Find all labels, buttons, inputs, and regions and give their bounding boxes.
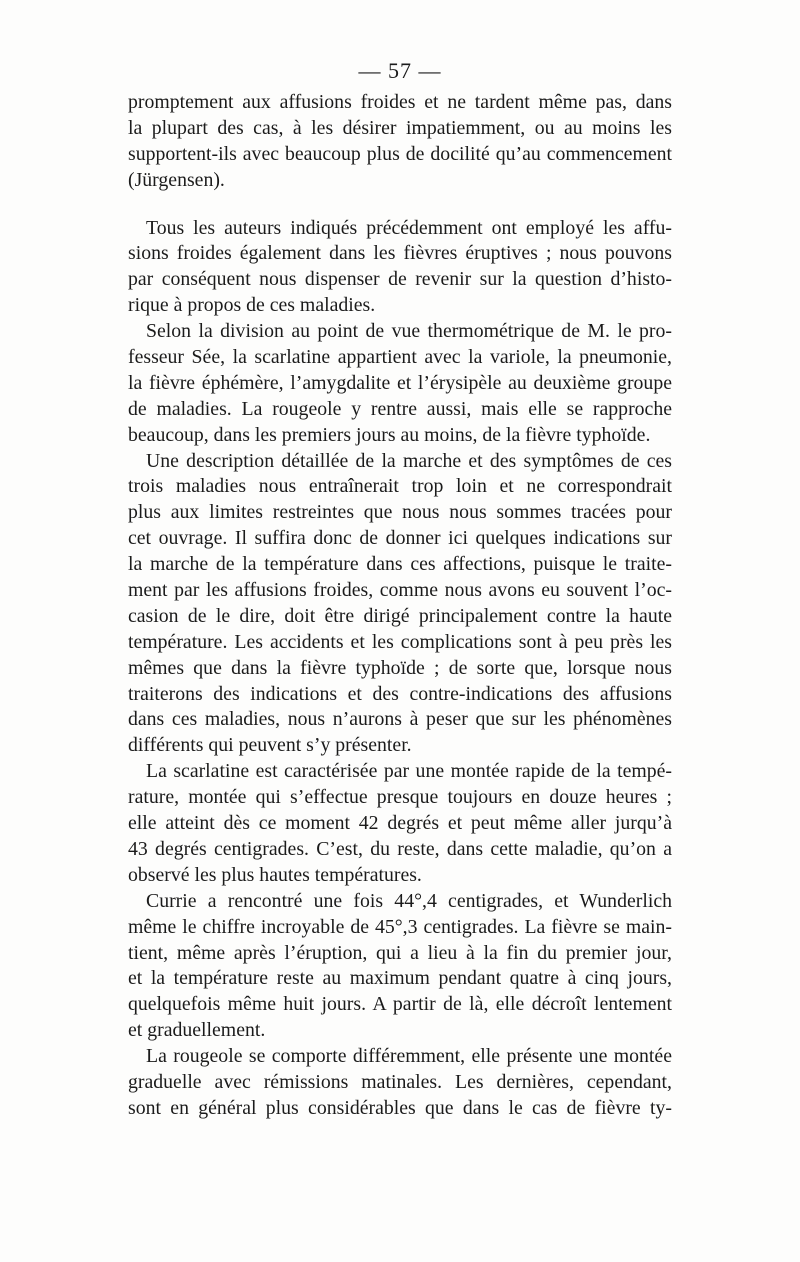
text-line: sont en général plus considérables que dans le cas de fièvre ty- [128, 1096, 672, 1119]
text-line: rature, montée qui s’effectue presque toujours en douze heures ; [128, 786, 672, 809]
text-line: la marche de la température dans ces affections, puisque le traite- [128, 553, 672, 576]
text-line: fesseur Sée, la scarlatine appartient avec la variole, la pneumonie, [128, 346, 672, 369]
text-line: et graduellement. [128, 1019, 266, 1042]
text-line: graduelle avec rémissions matinales. Les dernières, cependant, [128, 1070, 672, 1093]
text-line: la fièvre éphémère, l’amygdalite et l’érysipèle au deuxième groupe [128, 371, 672, 394]
text-line: traiterons des indications et des contre-indications des affusions [128, 682, 672, 705]
paragraph [128, 1044, 672, 1122]
text-line: par conséquent nous dispenser de revenir sur la question d’histo- [128, 268, 672, 291]
paragraph [128, 449, 672, 760]
paragraph [128, 889, 672, 1044]
text-line: supportent-ils avec beaucoup plus de docilité qu’au commencement [128, 142, 672, 165]
text-line: plus aux limites restreintes que nous nous sommes tracées pour [128, 501, 672, 524]
text-line: de maladies. La rougeole y rentre aussi, mais elle se rapproche [128, 397, 672, 420]
text-line: quelquefois même huit jours. A partir de là, elle décroît lentement [128, 993, 672, 1016]
paragraph [128, 90, 672, 194]
text-line: mêmes que dans la fièvre typhoïde ; de sorte que, lorsque nous [128, 656, 672, 679]
text-line: rique à propos de ces maladies. [128, 294, 376, 317]
text-line: (Jürgensen). [128, 168, 225, 191]
text-line: Selon la division au point de vue thermométrique de M. le pro- [146, 320, 672, 343]
text-line: et la température reste au maximum pendant quatre à cinq jours, [128, 967, 672, 990]
text-line: Tous les auteurs indiqués précédemment ont employé les affu- [146, 216, 672, 239]
text-line: La rougeole se comporte différemment, elle présente une montée [146, 1045, 672, 1068]
text-line: La scarlatine est caractérisée par une montée rapide de la tempé- [146, 760, 672, 783]
text-line: sions froides également dans les fièvres éruptives ; nous pouvons [128, 242, 672, 265]
text-line: cet ouvrage. Il suffira donc de donner ici quelques indications sur [128, 527, 672, 550]
text-line: promptement aux affusions froides et ne tardent même pas, dans [128, 91, 672, 113]
text-line: Currie a rencontré une fois 44°,4 centigrades, et Wunderlich [146, 889, 672, 912]
page-number: — 57 — [358, 58, 442, 83]
paragraph [128, 319, 672, 448]
text-line: différents qui peuvent s’y présenter. [128, 734, 412, 757]
text-line: dans ces maladies, nous n’aurons à peser que sur les phénomènes [128, 708, 672, 731]
text-line: température. Les accidents et les complications sont à peu près les [128, 630, 672, 653]
text-line: tient, même après l’éruption, qui a lieu à la fin du premier jour, [128, 941, 672, 964]
text-line: Une description détaillée de la marche et des symptômes de ces [146, 449, 672, 472]
text-line: observé les plus hautes températures. [128, 863, 422, 886]
paragraph [128, 216, 672, 320]
text-line: beaucoup, dans les premiers jours au moins, de la fièvre typhoïde. [128, 423, 651, 446]
paragraph-spacer [128, 194, 672, 216]
text-line: trois maladies nous entraînerait trop loin et ne correspondrait [128, 475, 672, 498]
text-line: même le chiffre incroyable de 45°,3 centigrades. La fièvre se main- [128, 915, 672, 938]
text-line: casion de le dire, doit être dirigé principalement contre la haute [128, 604, 672, 627]
text-line: ment par les affusions froides, comme nous avons eu souvent l’oc- [128, 579, 672, 602]
paragraph [128, 759, 672, 888]
text-line: 43 degrés centigrades. C’est, du reste, dans cette maladie, qu’on a [128, 837, 672, 860]
text-line: la plupart des cas, à les désirer impatiemment, ou au moins les [128, 116, 672, 139]
body-text [128, 90, 672, 1122]
text-line: elle atteint dès ce moment 42 degrés et peut même aller jurqu’à [128, 812, 672, 835]
